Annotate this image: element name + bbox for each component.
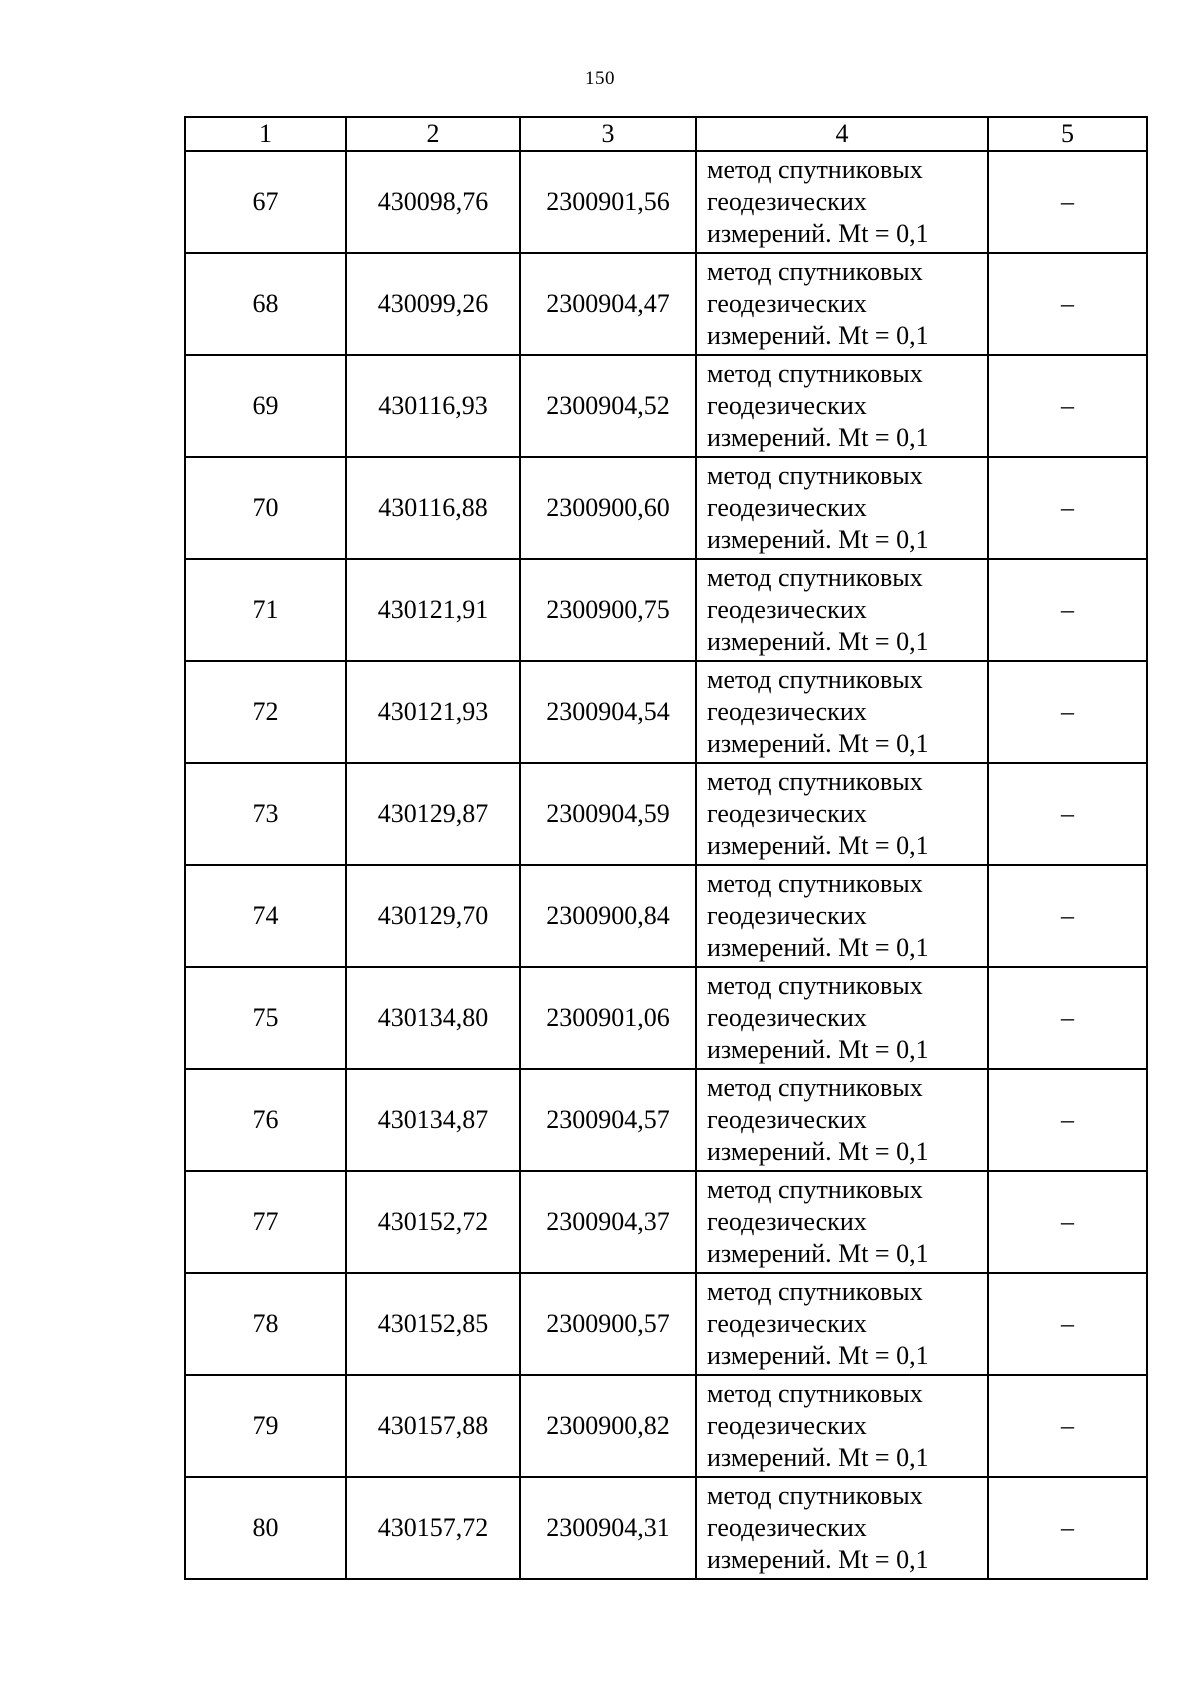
method-line: измерений. Mt = 0,1	[707, 627, 929, 656]
table-row	[185, 1273, 1147, 1375]
method-line: геодезических	[707, 697, 867, 726]
method-cell	[696, 151, 988, 253]
method-line: измерений. Mt = 0,1	[707, 1137, 929, 1166]
method-cell	[696, 559, 988, 661]
note-cell: –	[988, 1171, 1147, 1273]
coordinate-y-cell: 2300904,54	[520, 661, 696, 763]
coordinate-x-cell: 430116,93	[346, 355, 520, 457]
method-line: измерений. Mt = 0,1	[707, 831, 929, 860]
table-row	[185, 1477, 1147, 1579]
method-line: метод спутниковых	[707, 563, 923, 592]
method-line: геодезических	[707, 1003, 867, 1032]
note-cell: –	[988, 457, 1147, 559]
header-col-1: 1	[185, 117, 346, 151]
method-line: измерений. Mt = 0,1	[707, 1341, 929, 1370]
method-cell	[696, 1477, 988, 1579]
note-cell: –	[988, 763, 1147, 865]
method-line: измерений. Mt = 0,1	[707, 423, 929, 452]
method-cell	[696, 1171, 988, 1273]
method-cell	[696, 967, 988, 1069]
method-cell	[696, 457, 988, 559]
coordinates-table	[184, 116, 1148, 1580]
coordinate-y-cell: 2300904,57	[520, 1069, 696, 1171]
method-cell	[696, 1069, 988, 1171]
note-cell: –	[988, 151, 1147, 253]
point-number-cell: 76	[185, 1069, 346, 1171]
method-line: геодезических	[707, 493, 867, 522]
method-line: геодезических	[707, 901, 867, 930]
coordinate-y-cell: 2300904,47	[520, 253, 696, 355]
point-number-cell: 67	[185, 151, 346, 253]
coordinate-y-cell: 2300900,57	[520, 1273, 696, 1375]
method-line: измерений. Mt = 0,1	[707, 729, 929, 758]
note-cell: –	[988, 865, 1147, 967]
method-line: метод спутниковых	[707, 1379, 923, 1408]
coordinate-x-cell: 430152,72	[346, 1171, 520, 1273]
method-line: геодезических	[707, 595, 867, 624]
table-row	[185, 1375, 1147, 1477]
method-line: геодезических	[707, 1411, 867, 1440]
coordinate-x-cell: 430116,88	[346, 457, 520, 559]
method-line: метод спутниковых	[707, 155, 923, 184]
method-line: измерений. Mt = 0,1	[707, 525, 929, 554]
table-row	[185, 457, 1147, 559]
method-line: измерений. Mt = 0,1	[707, 1443, 929, 1472]
coordinate-x-cell: 430129,70	[346, 865, 520, 967]
header-col-3: 3	[520, 117, 696, 151]
method-line: измерений. Mt = 0,1	[707, 219, 929, 248]
coordinate-y-cell: 2300900,75	[520, 559, 696, 661]
table-row	[185, 661, 1147, 763]
header-col-2: 2	[346, 117, 520, 151]
point-number-cell: 78	[185, 1273, 346, 1375]
coordinate-x-cell: 430099,26	[346, 253, 520, 355]
note-cell: –	[988, 661, 1147, 763]
coordinate-y-cell: 2300900,60	[520, 457, 696, 559]
table-row	[185, 253, 1147, 355]
table-row	[185, 967, 1147, 1069]
coordinate-y-cell: 2300904,52	[520, 355, 696, 457]
coordinate-y-cell: 2300900,82	[520, 1375, 696, 1477]
method-line: измерений. Mt = 0,1	[707, 1239, 929, 1268]
note-cell: –	[988, 559, 1147, 661]
table-row	[185, 559, 1147, 661]
header-col-5: 5	[988, 117, 1147, 151]
method-cell	[696, 355, 988, 457]
method-line: геодезических	[707, 1513, 867, 1542]
method-line: измерений. Mt = 0,1	[707, 1035, 929, 1064]
note-cell: –	[988, 1273, 1147, 1375]
point-number-cell: 73	[185, 763, 346, 865]
point-number-cell: 74	[185, 865, 346, 967]
point-number-cell: 71	[185, 559, 346, 661]
method-line: метод спутниковых	[707, 257, 923, 286]
point-number-cell: 68	[185, 253, 346, 355]
method-line: измерений. Mt = 0,1	[707, 321, 929, 350]
method-line: метод спутниковых	[707, 1481, 923, 1510]
coordinate-x-cell: 430121,91	[346, 559, 520, 661]
method-cell	[696, 253, 988, 355]
method-line: геодезических	[707, 799, 867, 828]
method-line: геодезических	[707, 1207, 867, 1236]
note-cell: –	[988, 253, 1147, 355]
method-cell	[696, 1375, 988, 1477]
method-cell	[696, 1273, 988, 1375]
page-number: 150	[585, 68, 615, 89]
point-number-cell: 69	[185, 355, 346, 457]
coordinate-y-cell: 2300904,59	[520, 763, 696, 865]
coordinate-x-cell: 430134,87	[346, 1069, 520, 1171]
coordinate-x-cell: 430121,93	[346, 661, 520, 763]
point-number-cell: 72	[185, 661, 346, 763]
method-line: геодезических	[707, 289, 867, 318]
note-cell: –	[988, 967, 1147, 1069]
coordinate-y-cell: 2300904,31	[520, 1477, 696, 1579]
table-row	[185, 151, 1147, 253]
note-cell: –	[988, 1069, 1147, 1171]
note-cell: –	[988, 1477, 1147, 1579]
header-col-4: 4	[696, 117, 988, 151]
method-line: метод спутниковых	[707, 665, 923, 694]
coordinate-x-cell: 430098,76	[346, 151, 520, 253]
method-cell	[696, 661, 988, 763]
point-number-cell: 70	[185, 457, 346, 559]
coordinate-y-cell: 2300904,37	[520, 1171, 696, 1273]
point-number-cell: 80	[185, 1477, 346, 1579]
coordinate-x-cell: 430134,80	[346, 967, 520, 1069]
method-line: геодезических	[707, 391, 867, 420]
table-row	[185, 1171, 1147, 1273]
table-row	[185, 355, 1147, 457]
note-cell: –	[988, 1375, 1147, 1477]
method-line: измерений. Mt = 0,1	[707, 933, 929, 962]
header-row	[185, 117, 1147, 151]
coordinate-x-cell: 430157,72	[346, 1477, 520, 1579]
method-line: метод спутниковых	[707, 1073, 923, 1102]
method-line: метод спутниковых	[707, 767, 923, 796]
method-line: метод спутниковых	[707, 1277, 923, 1306]
method-cell	[696, 763, 988, 865]
method-line: метод спутниковых	[707, 971, 923, 1000]
method-line: метод спутниковых	[707, 1175, 923, 1204]
table-row	[185, 865, 1147, 967]
point-number-cell: 75	[185, 967, 346, 1069]
method-line: измерений. Mt = 0,1	[707, 1545, 929, 1574]
coordinate-x-cell: 430129,87	[346, 763, 520, 865]
method-line: метод спутниковых	[707, 461, 923, 490]
note-cell: –	[988, 355, 1147, 457]
method-line: геодезических	[707, 1105, 867, 1134]
table-row	[185, 763, 1147, 865]
method-line: геодезических	[707, 1309, 867, 1338]
method-line: геодезических	[707, 187, 867, 216]
table-body	[185, 151, 1147, 1579]
table-header	[185, 117, 1147, 151]
coordinate-y-cell: 2300901,06	[520, 967, 696, 1069]
coordinate-y-cell: 2300900,84	[520, 865, 696, 967]
method-line: метод спутниковых	[707, 869, 923, 898]
point-number-cell: 79	[185, 1375, 346, 1477]
coordinate-y-cell: 2300901,56	[520, 151, 696, 253]
method-line: метод спутниковых	[707, 359, 923, 388]
table-row	[185, 1069, 1147, 1171]
method-cell	[696, 865, 988, 967]
point-number-cell: 77	[185, 1171, 346, 1273]
coordinate-x-cell: 430157,88	[346, 1375, 520, 1477]
coordinate-x-cell: 430152,85	[346, 1273, 520, 1375]
